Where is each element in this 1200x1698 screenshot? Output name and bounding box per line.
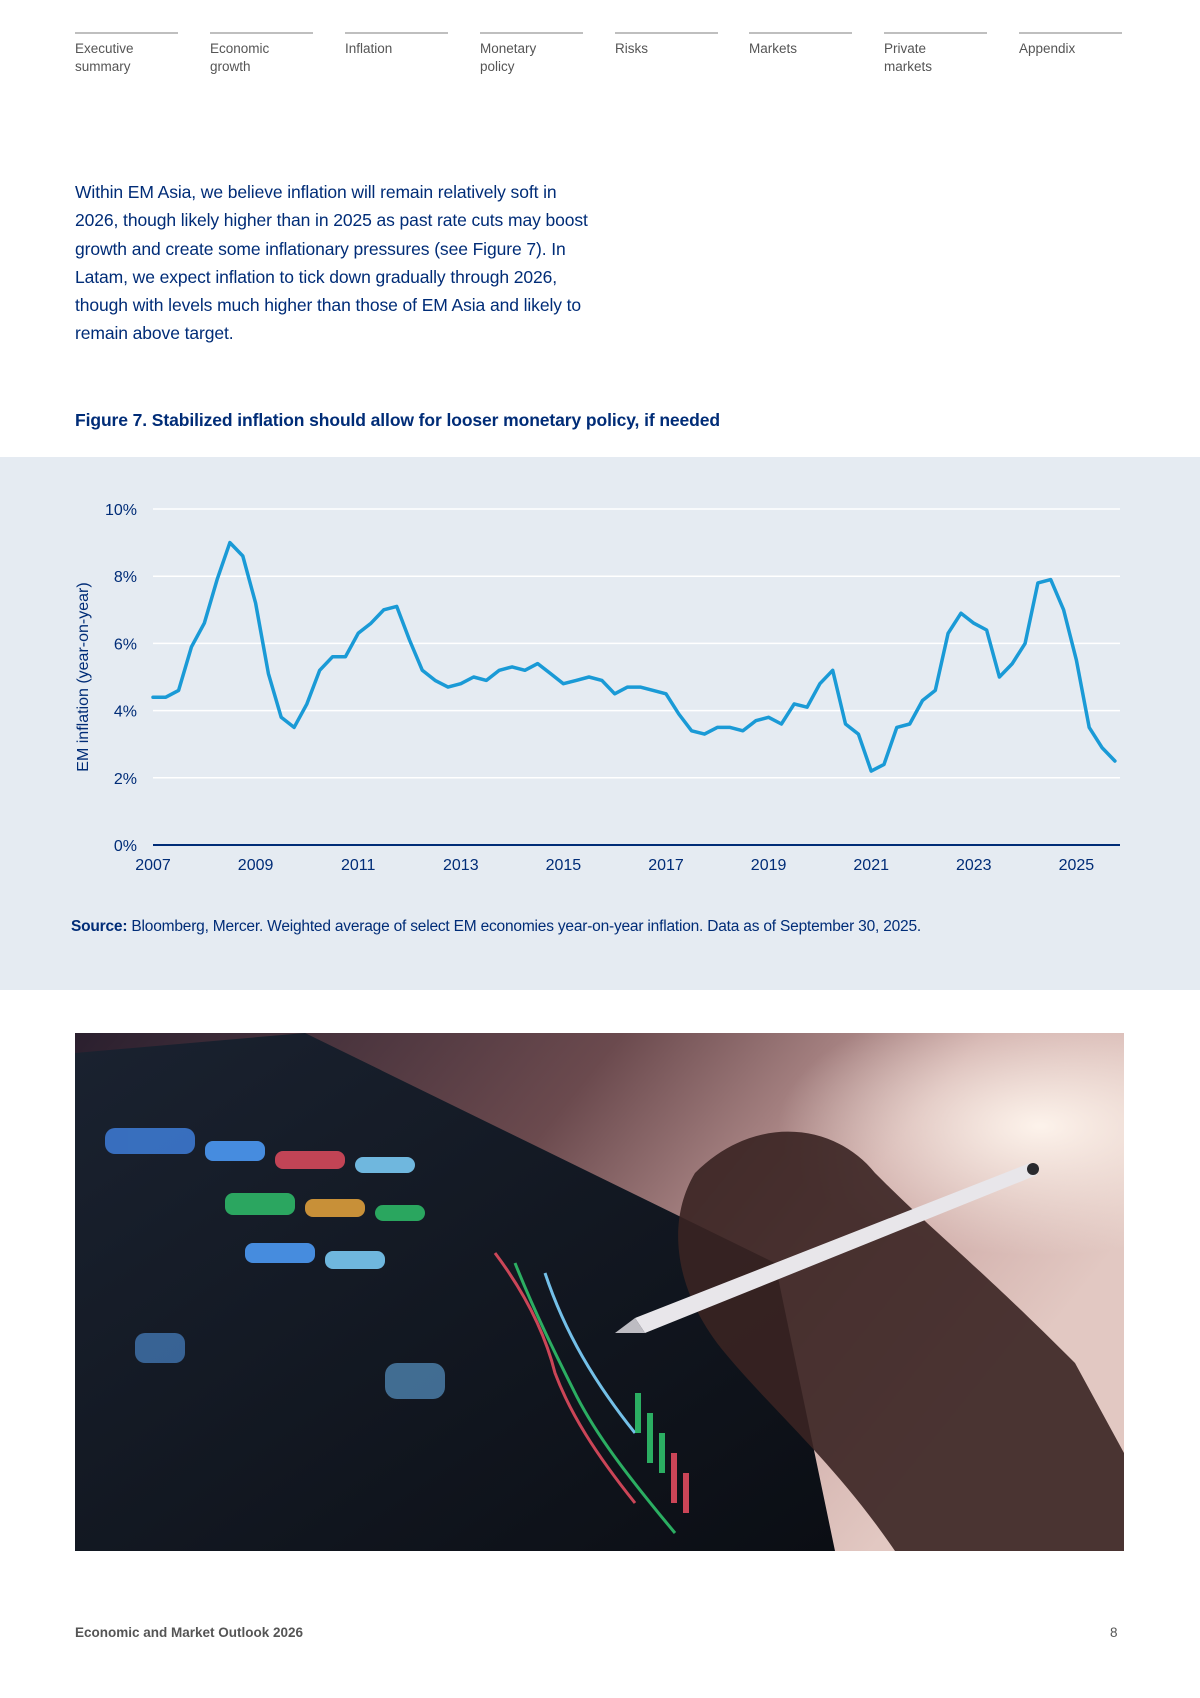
y-axis-label: EM inflation (year-on-year) [75, 582, 92, 772]
nav-private-markets[interactable]: Private markets [884, 32, 987, 76]
x-tick-label: 2015 [545, 857, 582, 874]
nav-monetary-policy[interactable]: Monetary policy [480, 32, 583, 76]
tablet-stylus-photo [75, 1033, 1124, 1551]
source-text: Bloomberg, Mercer. Weighted average of select EM economies year-on-year inflation. Data as of September 30, 2025. [127, 918, 921, 935]
x-tick-label: 2011 [340, 857, 376, 874]
y-tick-label: 8% [113, 569, 137, 587]
nav-inflation[interactable]: Inflation [345, 32, 448, 58]
x-tick-label: 2017 [648, 857, 684, 874]
x-tick-label: 2013 [443, 857, 479, 874]
x-tick-label: 2023 [955, 857, 992, 874]
intro-paragraph: Within EM Asia, we believe inflation will remain relatively soft in 2026, though likely higher than in 2025 as past rate cuts may boost growth and create some inflationary pressures (see Figure 7). In Latam, we expect inflation to tick down gradually through 2026, though with levels much higher than those of EM Asia and likely to remain above target. [75, 182, 588, 344]
y-tick-label: 10% [104, 502, 137, 519]
footer-title: Economic and Market Outlook 2026 [75, 1625, 304, 1640]
nav-risks[interactable]: Risks [615, 32, 718, 58]
x-tick-label: 2007 [135, 857, 171, 874]
source-label: Source: [71, 918, 128, 935]
nav-markets[interactable]: Markets [749, 32, 852, 58]
page-number: 8 [1110, 1625, 1118, 1640]
chart-panel [0, 457, 1200, 990]
y-tick-label: 2% [113, 770, 137, 788]
y-tick-label: 4% [113, 703, 137, 721]
y-tick-label: 6% [113, 636, 137, 654]
x-tick-label: 2021 [853, 857, 889, 874]
x-tick-label: 2019 [750, 857, 787, 874]
nav-executive-summary[interactable]: Executive summary [75, 32, 178, 76]
section-nav [75, 32, 1122, 82]
nav-economic-growth[interactable]: Economic growth [210, 32, 313, 76]
nav-appendix[interactable]: Appendix [1019, 32, 1122, 58]
x-tick-label: 2009 [237, 857, 274, 874]
figure-title: Figure 7. Stabilized inflation should allow for looser monetary policy, if needed [75, 410, 720, 430]
inflation-line-chart [0, 457, 1200, 990]
photo-illustration [75, 1033, 1124, 1551]
x-tick-label: 2025 [1058, 857, 1095, 874]
source-note [71, 918, 921, 936]
y-tick-label: 0% [113, 838, 137, 855]
